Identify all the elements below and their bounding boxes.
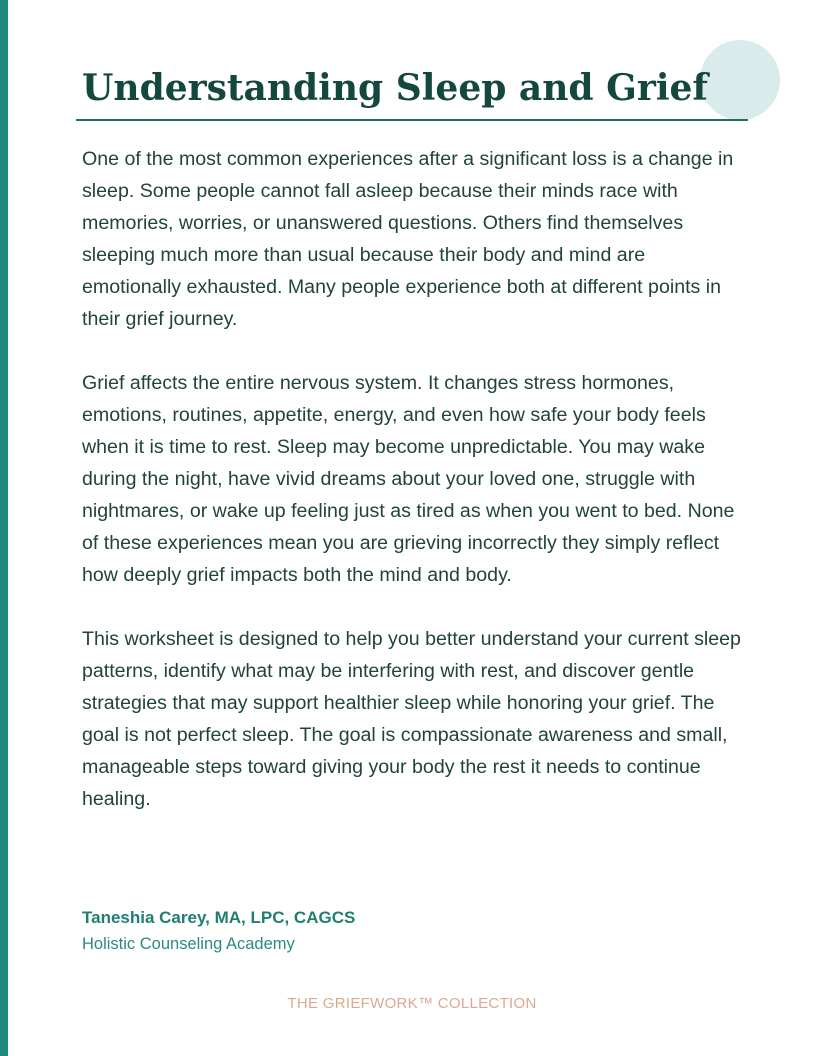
paragraph-1: One of the most common experiences after a significant loss is a change in sleep. Some people cannot fall asleep because their minds race with memories, worries, or unanswered questions. Others find themselves sleeping much more than usual because their body and mind are emotionally exhausted. Many people experience both at different points in their grief journey. [82, 148, 734, 330]
page-title: Understanding Sleep and Grief [82, 67, 708, 109]
author-name: Taneshia Carey, MA, LPC, CAGCS [82, 908, 356, 927]
left-accent-bar [0, 0, 8, 1056]
paragraph-3: This worksheet is designed to help you better understand your current sleep patterns, identify what may be interfering with rest, and discover gentle strategies that may support healthier sleep while honoring your grief. The goal is not perfect sleep. The goal is compassionate awareness and small, manageable steps toward giving your body the rest it needs to continue healing. [82, 628, 741, 810]
footer-collection-label: THE GRIEFWORK™ COLLECTION [287, 995, 537, 1012]
author-organization: Holistic Counseling Academy [82, 935, 295, 953]
title-underline [76, 119, 748, 121]
paragraph-2: Grief affects the entire nervous system. It changes stress hormones, emotions, routines, appetite, energy, and even how safe your body feels when it is time to rest. Sleep may become unpredictable. You may wake during the night, have vivid dreams about your loved one, struggle with nightmares, or wake up feeling just as tired as when you went to bed. None of these experiences mean you are grieving incorrectly they simply reflect how deeply grief impacts both the mind and body. [82, 372, 735, 586]
decorative-circle [700, 40, 780, 120]
body-text [82, 143, 744, 847]
